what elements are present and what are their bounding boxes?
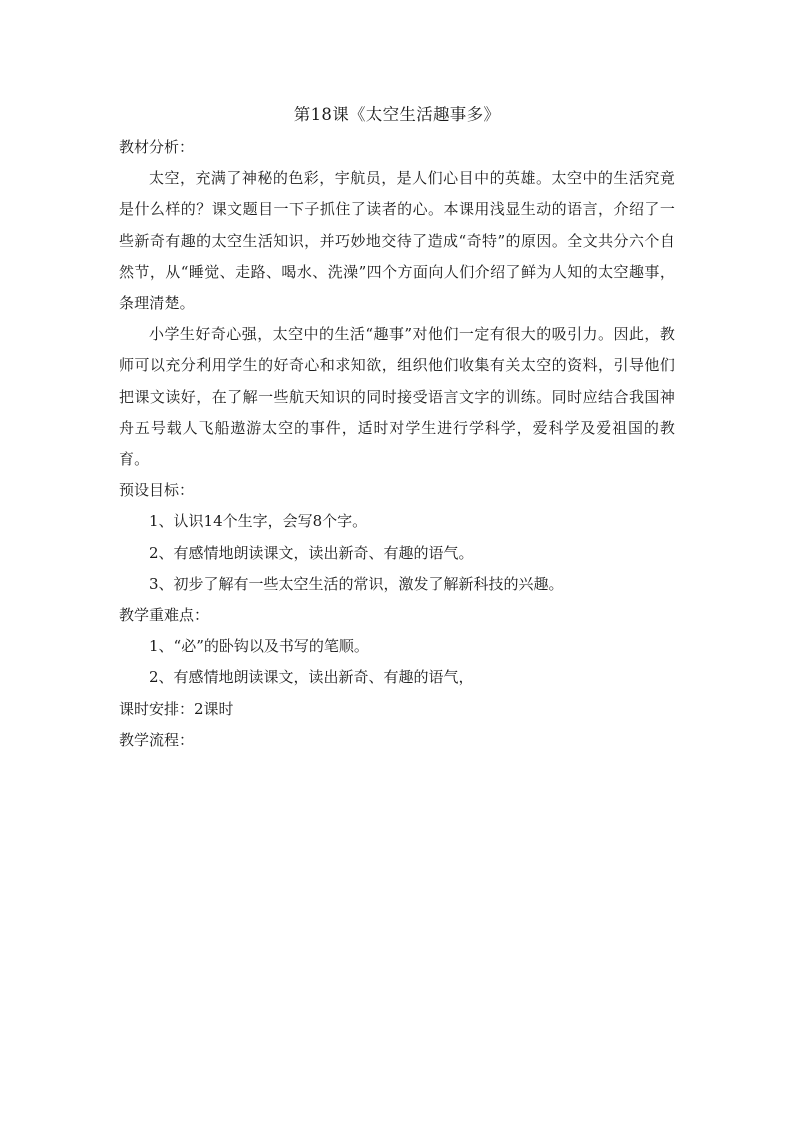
- goal-item-3: 3、初步了解有一些太空生活的常识，激发了解新科技的兴趣。: [149, 574, 564, 593]
- goal-item-2: 2、有感情地朗读课文，读出新奇、有趣的语气。: [149, 543, 474, 562]
- key-point-item-1: 1、“必”的卧钩以及书写的笔顺。: [149, 637, 369, 656]
- section-heading-process: 教学流程：: [119, 730, 195, 749]
- section-heading-goals: 预设目标：: [119, 481, 195, 500]
- analysis-paragraph-1: 太空，充满了神秘的色彩，宇航员，是人们心目中的英雄。太空中的生活究竟是什么样的？课文题目一下子抓住了读者的心。本课用浅显生动的语言，介绍了一些新奇有趣的太空生活知识，并巧妙地交待了造成“奇特”的原因。全文共分六个自然节，从“睡觉、走路、喝水、洗澡”四个方面向人们介绍了鲜为人知的太空趣事，条理清楚。: [119, 169, 675, 313]
- section-heading-analysis: 教材分析：: [119, 138, 195, 156]
- schedule-line: 课时安排：2课时: [119, 699, 234, 718]
- analysis-paragraph-2: 小学生好奇心强，太空中的生活“趣事”对他们一定有很大的吸引力。因此，教师可以充分利用学生的好奇心和求知欲，组织他们收集有关太空的资料，引导他们把课文读好，在了解一些航天知识的同时接受语言文字的训练。同时应结合我国神舟五号载人飞船遨游太空的事件，适时对学生进行学科学，爱科学及爱祖国的教育。: [119, 325, 675, 469]
- section-heading-key-points: 教学重难点：: [119, 606, 210, 625]
- goal-item-1: 1、认识14个生字，会写8个字。: [149, 512, 368, 531]
- document-page: [119, 100, 675, 756]
- page-title: 第18课《太空生活趣事多》: [293, 105, 501, 124]
- key-point-item-2: 2、有感情地朗读课文，读出新奇、有趣的语气，: [149, 668, 474, 687]
